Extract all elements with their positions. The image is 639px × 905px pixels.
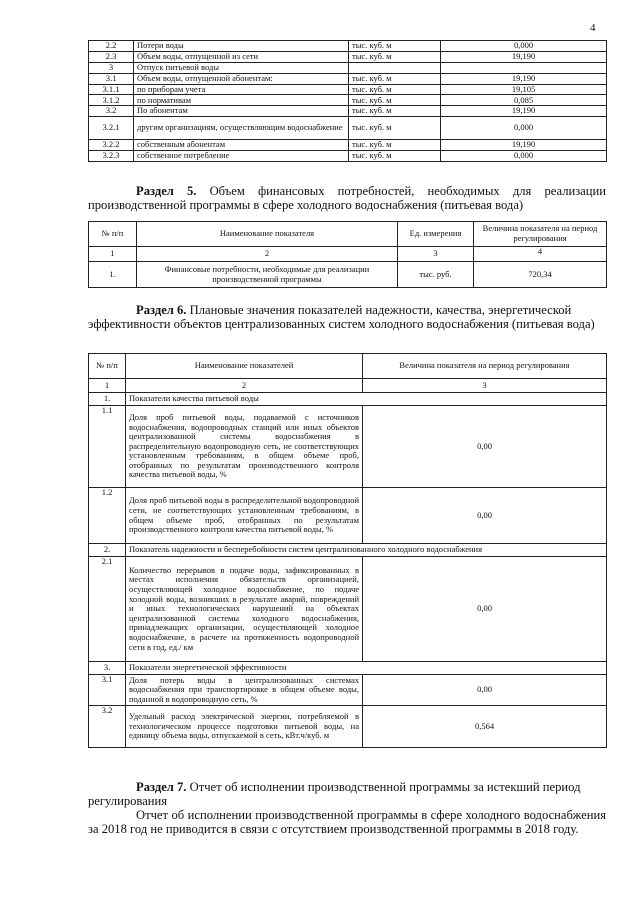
row-value: 0,085: [441, 95, 607, 106]
row-value: 19,190: [441, 140, 607, 151]
group-num: 1.: [89, 393, 126, 406]
col-number: 3: [398, 247, 474, 262]
row-unit: тыс. куб. м: [349, 95, 441, 106]
header-num: № п/п: [89, 354, 126, 379]
table-row: [89, 706, 607, 748]
table-row: [89, 41, 607, 52]
table-row: [89, 140, 607, 151]
header-unit: Ед. измерения: [398, 222, 474, 247]
table-row: [89, 62, 607, 73]
row-value: [441, 62, 607, 73]
table-row: [89, 95, 607, 106]
row-value: 0,000: [441, 151, 607, 162]
section7-body: Отчет об исполнении производственной программы в сфере холодного водоснабжения за 2018 год не приводится в связи с отсутствием производственной программы в 2018 году.: [88, 808, 606, 836]
col-number: 3: [363, 379, 607, 393]
row-num: 3.1: [89, 73, 134, 84]
table-row: [89, 557, 607, 662]
row-num: 2.2: [89, 41, 134, 52]
row-value: 0,00: [363, 406, 607, 488]
row-name: Объем воды, отпущенной абонентам:: [134, 73, 349, 84]
row-num: 2.1: [89, 557, 126, 662]
section7-heading: [88, 780, 606, 808]
row-num: 3.1: [89, 675, 126, 706]
table-row: [89, 117, 607, 140]
group-title: Показатели энергетической эффективности: [126, 662, 607, 675]
row-value: 0,000: [441, 41, 607, 52]
row-num: 3.2: [89, 106, 134, 117]
row-name: Доля потерь воды в централизованных системах водоснабжения при транспортировке в общем объеме воды, поданной в водопроводную сеть, %: [126, 675, 363, 706]
row-num: 3.2.2: [89, 140, 134, 151]
table-row: [89, 488, 607, 544]
row-value: 19,105: [441, 84, 607, 95]
section5-heading: [88, 184, 606, 212]
row-num: 2.3: [89, 51, 134, 62]
page-number: 4: [590, 22, 596, 34]
col-number: 2: [137, 247, 398, 262]
table-row: [89, 151, 607, 162]
row-unit: тыс. куб. м: [349, 117, 441, 140]
row-name: Доля проб питьевой воды в распределительной водопроводной сети, не соответствующих установленным требованиям, в общем объеме проб, отобранных по результатам производственного контроля качества питьевой воды, %: [126, 488, 363, 544]
section6-heading-text: Плановые значения показателей надежности, качества, энергетической эффективности объектов централизованных систем холодного водоснабжения (питьевая вода): [88, 303, 595, 331]
table-row: [89, 675, 607, 706]
row-num: 3.2: [89, 706, 126, 748]
header-name: Наименование показателей: [126, 354, 363, 379]
row-unit: тыс. куб. м: [349, 151, 441, 162]
group-row: [89, 662, 607, 675]
col-number: 2: [126, 379, 363, 393]
row-num: 1.2: [89, 488, 126, 544]
row-value: 0,00: [363, 675, 607, 706]
row-name: Доля проб питьевой воды, подаваемой с источников водоснабжения, водопроводных станций или иных объектов централизованной системы водоснабжения в распределительную водопроводную сеть, не соответствующих установленным требованиям, в общем объеме проб, отобранных по результатам производственного контроля качества питьевой воды, %: [126, 406, 363, 488]
row-num: 1.1: [89, 406, 126, 488]
indicators-table: [88, 353, 607, 748]
row-name: Отпуск питьевой воды: [134, 62, 349, 73]
row-unit: тыс. куб. м: [349, 41, 441, 52]
group-num: 2.: [89, 544, 126, 557]
financial-needs-table: [88, 221, 607, 288]
row-value: 19,190: [441, 106, 607, 117]
row-value: 0,00: [363, 557, 607, 662]
group-row: [89, 393, 607, 406]
row-unit: тыс. куб. м: [349, 51, 441, 62]
row-unit: тыс. руб.: [398, 262, 474, 288]
row-num: 3.1.2: [89, 95, 134, 106]
section7-label: Раздел 7.: [136, 780, 187, 794]
table-row: [89, 106, 607, 117]
row-num: 3: [89, 62, 134, 73]
row-num: 3.2.3: [89, 151, 134, 162]
row-value: 720,34: [474, 262, 607, 288]
row-num: 3.1.1: [89, 84, 134, 95]
row-name: по нормативам: [134, 95, 349, 106]
row-value: 19,190: [441, 51, 607, 62]
row-unit: тыс. куб. м: [349, 106, 441, 117]
header-value: Величина показателя на период регулирования: [363, 354, 607, 379]
row-name: Удельный расход электрической энергии, потребляемой в технологическом процессе подготовки питьевой воды, на единицу объема воды, отпускаемой в сеть, кВт.ч/куб. м: [126, 706, 363, 748]
row-num: 1.: [89, 262, 137, 288]
group-title: Показатель надежности и бесперебойности систем централизованного холодного водоснабжения: [126, 544, 607, 557]
table-row: [89, 73, 607, 84]
row-name: Потери воды: [134, 41, 349, 52]
group-num: 3.: [89, 662, 126, 675]
row-name: собственным абонентам: [134, 140, 349, 151]
row-name: другим организациям, осуществляющим водоснабжение: [134, 117, 349, 140]
col-number: 1: [89, 247, 137, 262]
row-value: 0,564: [363, 706, 607, 748]
row-name: собственное потребление: [134, 151, 349, 162]
water-balance-table: [88, 40, 607, 162]
group-row: [89, 544, 607, 557]
row-name: по приборам учета: [134, 84, 349, 95]
row-name: Объем воды, отпущенной из сети: [134, 51, 349, 62]
row-value: 0,00: [363, 488, 607, 544]
table-row: [89, 51, 607, 62]
row-unit: [349, 62, 441, 73]
row-unit: тыс. куб. м: [349, 84, 441, 95]
group-title: Показатели качества питьевой воды: [126, 393, 607, 406]
col-number: 4: [474, 247, 607, 262]
row-name: Финансовые потребности, необходимые для реализации производственной программы: [137, 262, 398, 288]
section6-label: Раздел 6.: [136, 303, 187, 317]
table-row: [89, 406, 607, 488]
section6-heading: [88, 303, 606, 331]
header-value: Величина показателя на период регулирования: [474, 222, 607, 247]
row-unit: тыс. куб. м: [349, 140, 441, 151]
header-num: № п/п: [89, 222, 137, 247]
row-value: 0,000: [441, 117, 607, 140]
row-num: 3.2.1: [89, 117, 134, 140]
row-value: 19,190: [441, 73, 607, 84]
row-unit: тыс. куб. м: [349, 73, 441, 84]
section5-heading-text: Объем финансовых потребностей, необходимых для реализации производственной программы в сфере холодного водоснабжения (питьевая вода): [88, 184, 606, 212]
row-name: Количество перерывов в подаче воды, зафиксированных в местах исполнения обязательств организацией, осуществляющей холодное водоснабжение, по подаче холодной воды, возникших в результате аварий, повреждений и иных технологических нарушений на объектах централизованной системы холодного водоснабжения, принадлежащих организации, осуществляющей холодное водоснабжение, в расчете на протяженность водопроводной сети в год, ед./ км: [126, 557, 363, 662]
col-number: 1: [89, 379, 126, 393]
row-name: По абонентам: [134, 106, 349, 117]
header-name: Наименование показателя: [137, 222, 398, 247]
section7-heading-text: Отчет об исполнении производственной программы за истекший период регулирования: [88, 780, 581, 808]
table-row: [89, 84, 607, 95]
section5-label: Раздел 5.: [136, 184, 197, 198]
